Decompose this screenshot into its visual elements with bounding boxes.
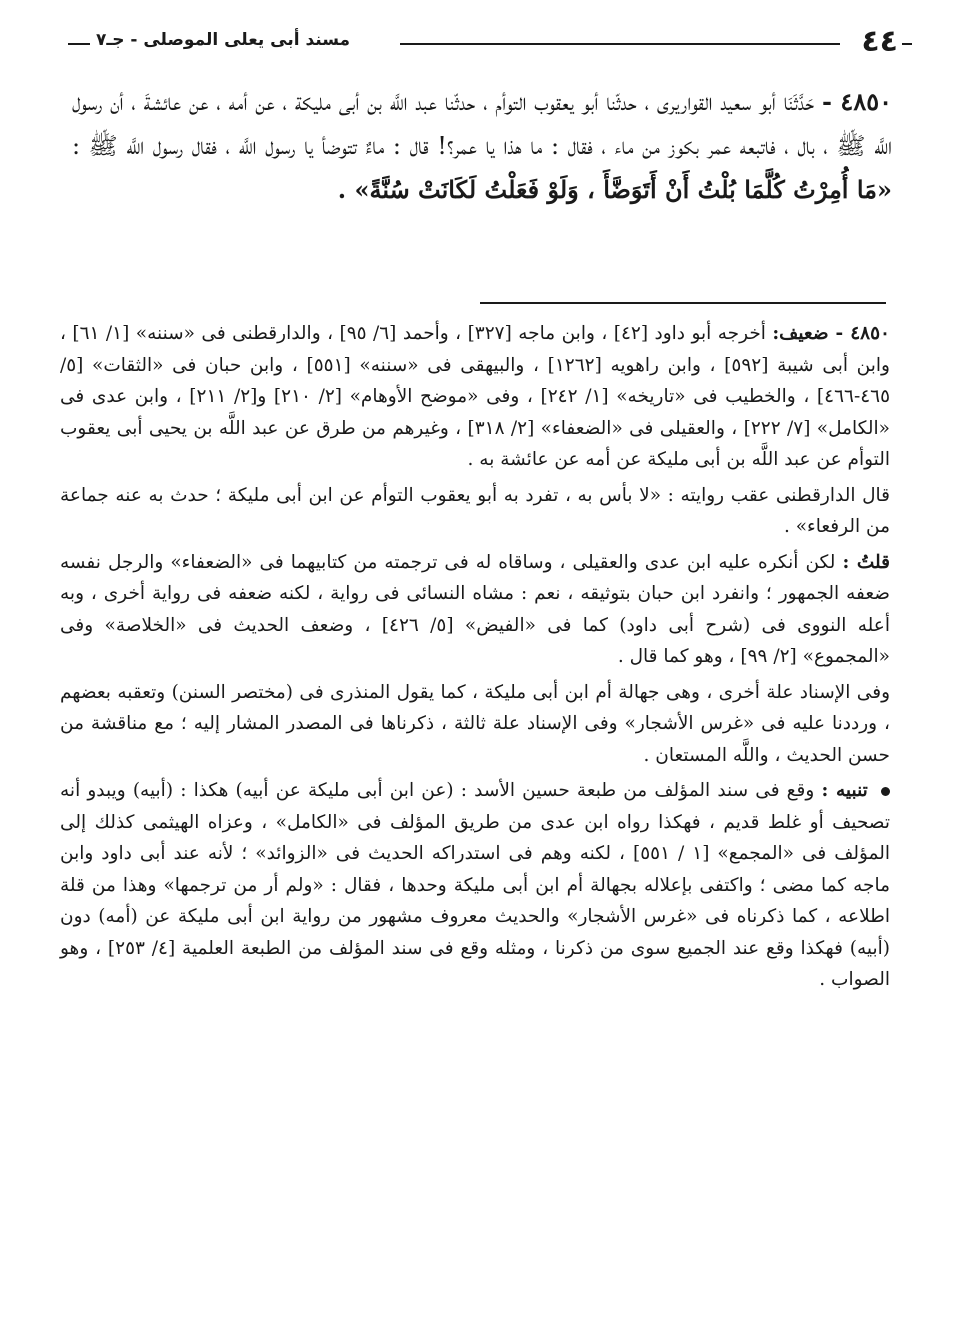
hadith-text	[72, 80, 892, 212]
hadith-number: ٤٨٥٠ -	[822, 87, 892, 116]
takhrij-text: أخرجه أبو داود [٤٢] ، وابن ماجه [٣٢٧] ، وأحمد [٦/ ٩٥] ، والدارقطنى فى «سننه» [١/ ٦١] ، وابن أبى شيبة [٥٩٢] ، وابن راهويه [١٢٦٢] ، والبيهقى فى «سننه» [٥٥١] ، وابن حبان فى «الثقات» [٥/ ٤٦٥-٤٦٦] ، والخطيب فى «تاريخه» [١/ ٢٤٢] ، وفى «موضح الأوهام» [٢/ ٢١٠] و[٢/ ٢١١] ، وابن عدى فى «الكامل» [٧/ ٢٢٢] ، والعقيلى فى «الضعفاء» [٢/ ٣١٨] ، وغيرهم من طرق عن عبد اللَّه بن يحيى أبى يعقوب التوأم عن عبد اللَّه بن أبى مليكة عن أمه عن عائشة به .	[60, 323, 891, 470]
header-rule	[400, 43, 840, 45]
hadith-body: حَدَّثَنَا أبو سعيد القواريرى ، حدثّنا أبو يعقوب التوأم ، حدثّنا عبد اللَّه بن أبى مليكة ، عن أمه ، عن عائشةَ ، أن رسول اللَّه ﷺ ، بال ، فاتبعه عمر بكوز من ماء ، فقال : ما هذا يا عمر؟! قال : ماءٌ تتوضأ يا رسول اللَّه ، فقال رسول اللَّه ﷺ :	[72, 88, 892, 160]
running-title: مسند أبى يعلى الموصلى - جـ٧	[96, 30, 351, 50]
qultu-text: لكن أنكره عليه ابن عدى والعقيلى ، وساقاه له فى ترجمته من كتابيهما فى «الضعفاء» والرجل نفسه ضعفه الجمهور ؛ وانفرد ابن حبان بتوثيقه ، نعم : مشاه النسائى فى رواية ، لكنه ضعفه فى رواية أخرى ، وبه أعله النووى فى (شرح أبى داود) كما فى «الفيض» [٥/ ٤٢٦] ، وضعف الحديث فى «الخلاصة» وفى «المجموع» [٢/ ٩٩] ، وهو كما قال .	[60, 551, 890, 667]
bullet-icon	[881, 787, 890, 796]
running-header	[68, 24, 898, 59]
page-number: ٤٤	[861, 24, 898, 59]
qultu-paragraph	[60, 547, 890, 673]
qultu-lead: قلتُ :	[842, 551, 890, 573]
takhrij-lead: ٤٨٥٠ - ضعيف:	[772, 323, 890, 344]
daraqutni-paragraph: قال الدارقطنى عقب روايته : «لا بأس به ، تفرد به أبو يعقوب التوأم عن ابن أبى مليكة ؛ حدث به عنه جماعة من الرفعاء» .	[60, 484, 890, 537]
footnotes	[60, 318, 890, 1000]
takhrij-paragraph	[60, 318, 890, 476]
tanbih-lead: تنبيه :	[821, 780, 868, 801]
prophetic-saying: «مَا أُمِرْتُ كُلَّمَا بُلْتُ أَنْ أَتَوَضَّأَ ، وَلَوْ فَعَلْتُ لَكَانَتْ سُنَّةً» .	[337, 175, 892, 204]
tanbih-paragraph	[60, 775, 890, 996]
header-rule	[68, 43, 90, 45]
footnote-divider	[480, 302, 886, 304]
header-rule	[902, 43, 912, 45]
tanbih-text: وقع فى سند المؤلف من طبعة حسين الأسد : (عن ابن أبى مليكة عن أبيه) هكذا : (أبيه) ويبدو أنه تصحيف أو غلط قديم ، فهكذا رواه ابن عدى من طريق المؤلف فى «الكامل» ، وعزاه الهيثمى كذلك إلى المؤلف فى «المجمع» [١ / ٥٥١] ، لكنه وهم فى استدراكه الحديث فى «الزوائد» ؛ لأنه عند أبى داود وابن ماجه كما مضى ؛ واكتفى بإعلاله بجهالة أم ابن أبى مليكة وحدها ، فقال : «ولم أر من ترجمها» وهذا من قلة اطلاعه ، كما ذكرناه فى «غرس الأشجار» والحديث معروف مشهور من رواية ابن أبى مليكة عن (أمه) دون (أبيه) فهكذا وقع عند الجميع سوى من ذكرنا ، ومثله وقع فى سند المؤلف من الطبعة العلمية [٤/ ٢٥٣] ، وهو الصواب .	[60, 780, 891, 990]
isnad-paragraph: وفى الإسناد علة أخرى ، وهى جهالة أم ابن أبى مليكة ، كما يقول المنذرى فى (مختصر السنن) وتعقبه بعضهم ، ورددنا عليه فى «غرس الأشجار» وفى الإسناد علة ثالثة ، ذكرناها فى المصدر المشار إليه ؛ مع مناقشة من حسن الحديث ، واللَّه المستعان .	[60, 681, 890, 766]
